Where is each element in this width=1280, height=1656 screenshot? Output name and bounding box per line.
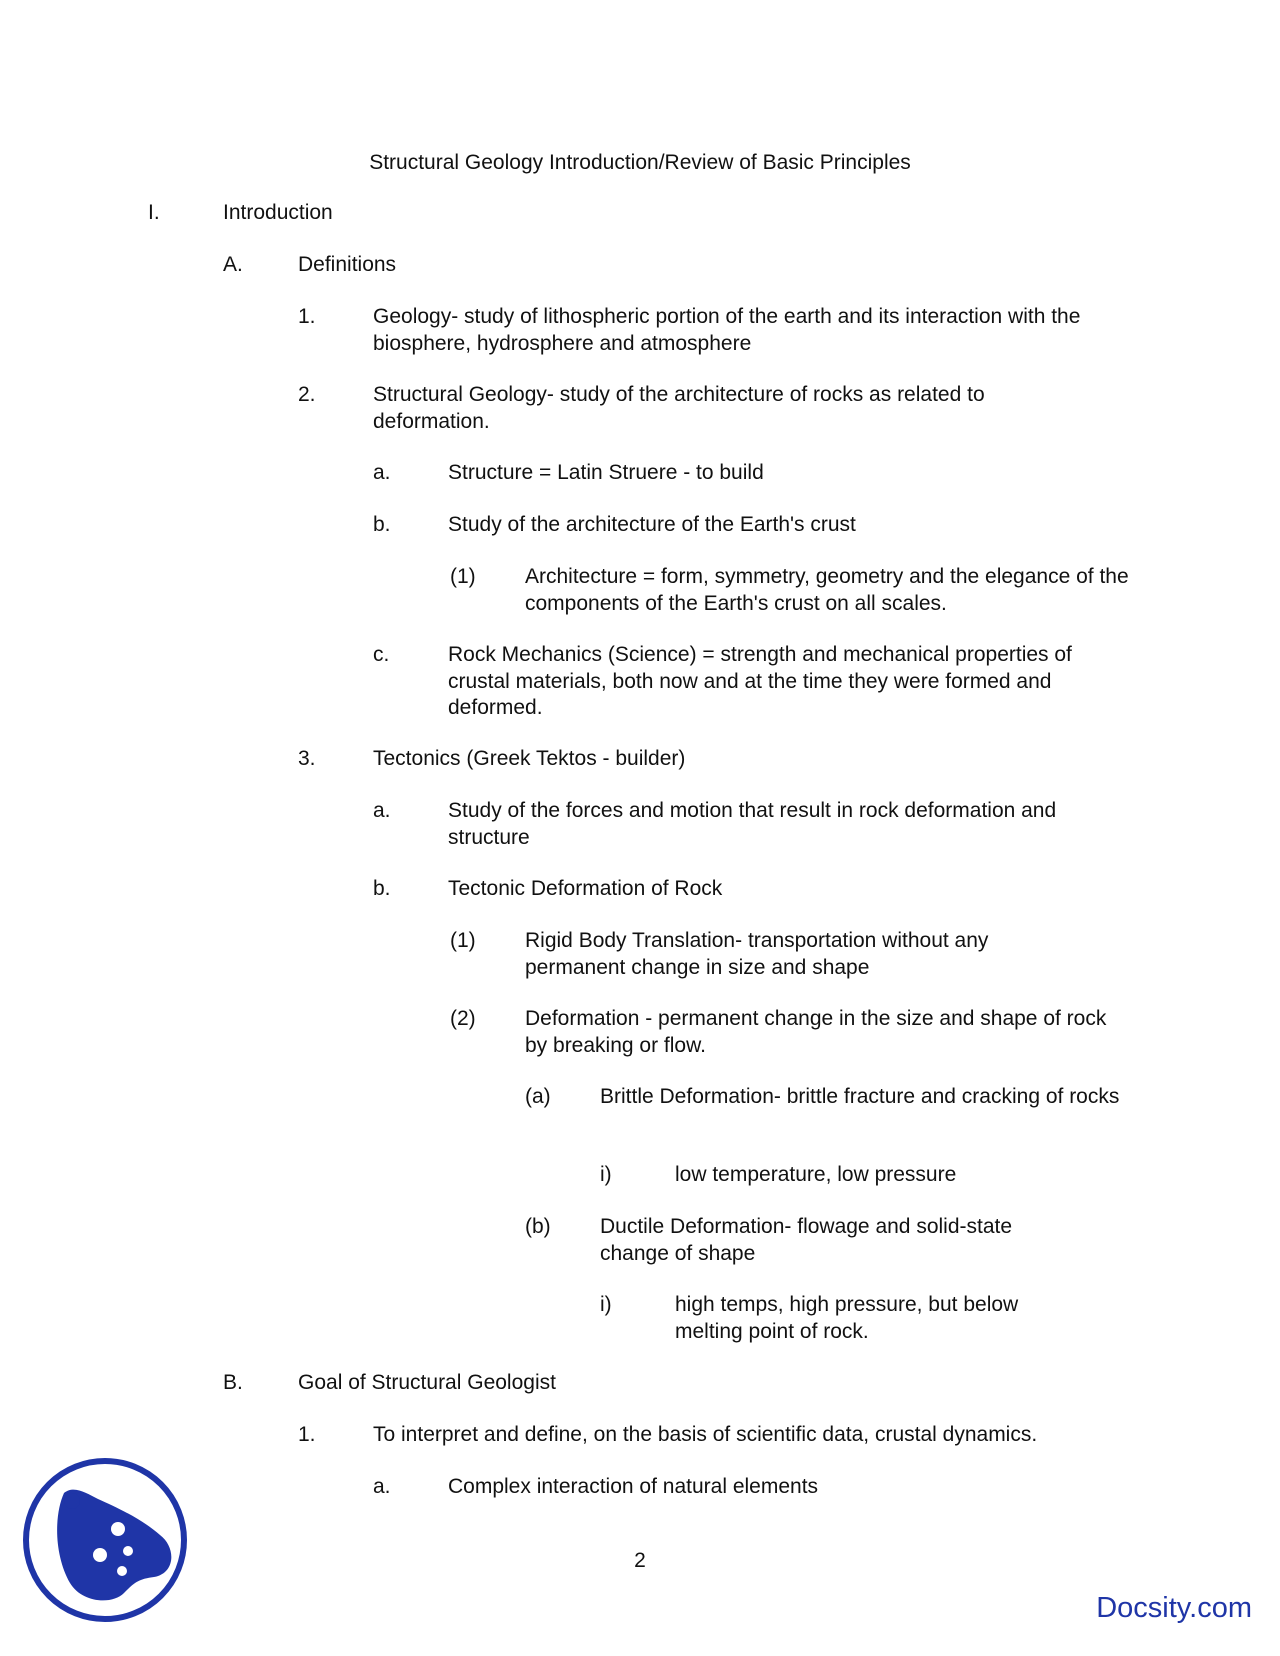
outline-marker: (b): [525, 1215, 551, 1238]
outline-text: Deformation - permanent change in the size and shape of rock by breaking or flow.: [525, 1007, 1107, 1057]
outline-marker: b.: [373, 513, 391, 536]
outline-marker: 3.: [298, 747, 316, 770]
outline-marker: 1.: [298, 305, 316, 328]
outline-marker: A.: [223, 253, 243, 276]
outline-text: Structure = Latin Struere - to build: [448, 461, 764, 484]
outline-marker: I.: [148, 201, 160, 224]
outline-marker: b.: [373, 877, 391, 900]
outline-marker: (1): [450, 929, 476, 952]
outline-marker: 1.: [298, 1423, 316, 1446]
outline-text: low temperature, low pressure: [675, 1163, 957, 1186]
outline-text: Brittle Deformation- brittle fracture and cracking of rocks: [600, 1085, 1120, 1108]
outline-marker: i): [600, 1293, 612, 1316]
outline-text: Geology- study of lithospheric portion of the earth and its interaction with the biosphere, hydrosphere and atmosphere: [373, 305, 1081, 355]
outline-marker: (2): [450, 1007, 476, 1030]
outline-marker: a.: [373, 799, 391, 822]
outline-marker: a.: [373, 461, 391, 484]
outline-text: Ductile Deformation- flowage and solid-state change of shape: [600, 1215, 1013, 1265]
outline-text: Tectonics (Greek Tektos - builder): [373, 747, 686, 770]
outline-marker: (a): [525, 1085, 551, 1108]
docsity-logo-graphic: [20, 1455, 190, 1625]
outline-marker: (1): [450, 565, 476, 588]
outline-text: Architecture = form, symmetry, geometry and the elegance of the components of the Earth's crust on all scales.: [525, 565, 1129, 615]
page-title: Structural Geology Introduction/Review of Basic Principles: [369, 151, 911, 174]
docsity-logo-icon[interactable]: [20, 1455, 190, 1625]
outline-text: Definitions: [298, 253, 397, 276]
outline-marker: a.: [373, 1475, 391, 1498]
docsity-brand-link[interactable]: Docsity.com: [1096, 1592, 1252, 1624]
outline-text: Introduction: [223, 201, 333, 224]
outline-text: To interpret and define, on the basis of scientific data, crustal dynamics.: [373, 1423, 1038, 1446]
outline-text: Study of the forces and motion that result in rock deformation and structure: [448, 799, 1057, 849]
outline-text: Study of the architecture of the Earth's crust: [448, 513, 856, 536]
outline-marker: 2.: [298, 383, 316, 406]
outline-marker: c.: [373, 643, 390, 666]
outline-text: Goal of Structural Geologist: [298, 1371, 556, 1394]
page-number: 2: [634, 1549, 646, 1572]
outline-text: Rigid Body Translation- transportation without any permanent change in size and shape: [525, 929, 989, 979]
outline-text: high temps, high pressure, but below melting point of rock.: [675, 1293, 1019, 1343]
outline-text: Rock Mechanics (Science) = strength and mechanical properties of crustal materials, both now and at the time they were formed and deformed.: [448, 643, 1072, 719]
outline-marker: i): [600, 1163, 612, 1186]
outline-text: Tectonic Deformation of Rock: [448, 877, 723, 900]
outline-marker: B.: [223, 1371, 243, 1394]
outline-text: Complex interaction of natural elements: [448, 1475, 819, 1498]
outline-text: Structural Geology- study of the architecture of rocks as related to deformation.: [373, 383, 985, 433]
